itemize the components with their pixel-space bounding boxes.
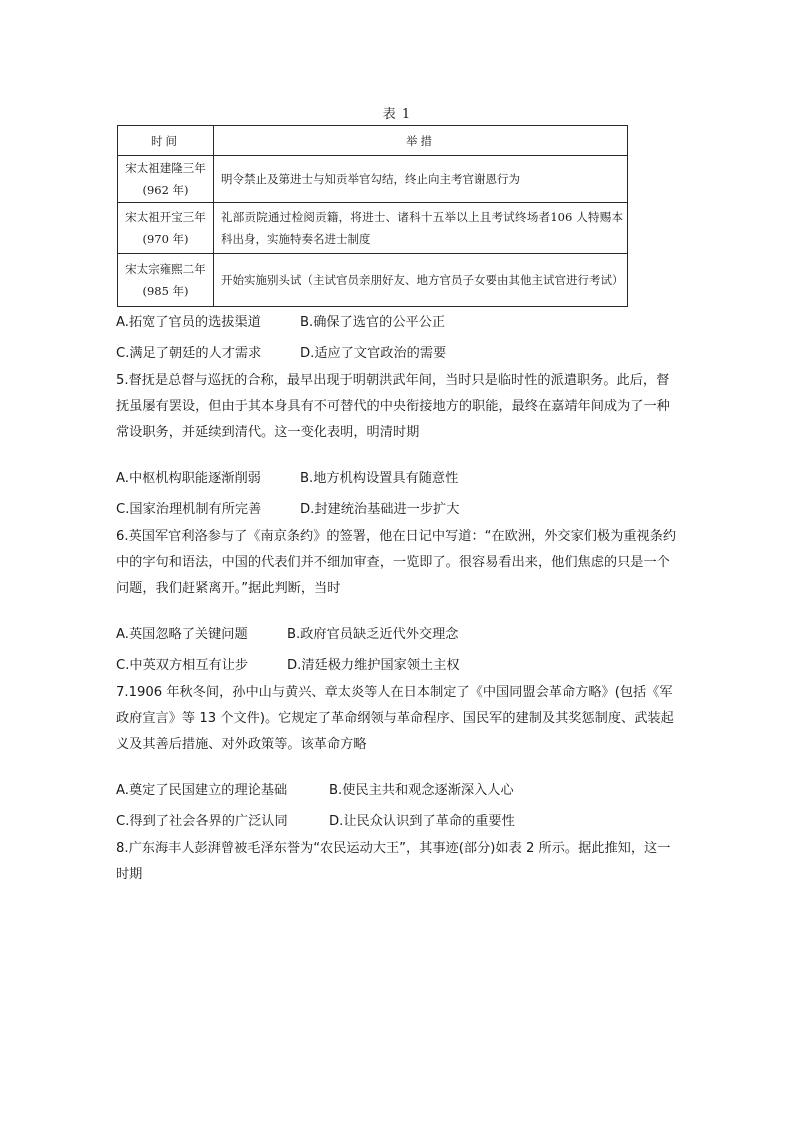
- measure-cell: 明令禁止及第进士与知贡举官勾结，终止向主考官谢恩行为: [214, 156, 628, 203]
- table-header-row: [118, 126, 628, 156]
- q4-option-c: C.满足了朝廷的人才需求: [116, 346, 262, 361]
- measure-cell: 开始实施别头试（主试官员亲朋好友、地方官员子女要由其他主试官进行考试）: [214, 254, 628, 307]
- time-year: (962 年): [142, 183, 189, 197]
- q7-stem: 7.1906 年秋冬间，孙中山与黄兴、章太炎等人在日本制定了《中国同盟会革命方略》(包括《军政府宣言》等 13 个文件)。它规定了革命纲领与革命程序、国民军的建制及其奖惩制度、武装起义及其善后措施、对外政策等。该革命方略: [116, 685, 674, 752]
- header-measure: 举措: [214, 126, 628, 156]
- q4-option-a: A.拓宽了官员的选拔渠道: [116, 315, 261, 330]
- time-cell: [118, 203, 214, 254]
- q6-option-b: B.政府官员缺乏近代外交理念: [287, 627, 459, 642]
- q5-option-d: D.封建统治基础进一步扩大: [300, 502, 460, 517]
- q5-stem: 5.督抚是总督与巡抚的合称，最早出现于明朝洪武年间，当时只是临时性的派遣职务。此后，督抚虽屡有罢设，但由于其本身具有不可替代的中央衔接地方的职能，最终在嘉靖年间成为了一种常设职务，并延续到清代。这一变化表明，明清时期: [116, 373, 670, 440]
- q6-option-d: D.清廷极力维护国家领土主权: [287, 658, 460, 673]
- q5-option-b: B.地方机构设置具有随意性: [300, 471, 459, 486]
- q6-stem: 6.英国军官利洛参与了《南京条约》的签署，他在日记中写道：“在欧洲，外交家们极为重视条约中的字句和语法，中国的代表们并不细加审查，一览即了。很容易看出来，他们焦虑的只是一个问题，我们赶紧离开。”据此判断，当时: [116, 529, 677, 596]
- q7-option-b: B.使民主共和观念逐渐深入人心: [329, 783, 514, 798]
- q7-option-c: C.得到了社会各界的广泛认同: [116, 814, 288, 829]
- time-year: (970 年): [142, 232, 189, 246]
- q7-option-d: D.让民众认识到了革命的重要性: [329, 814, 515, 829]
- measure-cell: 礼部贡院通过检阅贡籍，将进士、诸科十五举以上且考试终场者106 人特赐本科出身，实施特奏名进士制度: [214, 203, 628, 254]
- q5-option-c: C.国家治理机制有所完善: [116, 502, 262, 517]
- q6-option-a: A.英国忽略了关键问题: [116, 627, 248, 642]
- time-year: (985 年): [142, 284, 189, 298]
- time-reign: 宋太祖开宝三年: [125, 210, 206, 224]
- q4-option-b: B.确保了选官的公平公正: [300, 315, 446, 330]
- q4-option-d: D.适应了文官政治的需要: [300, 346, 447, 361]
- q6-option-c: C.中英双方相互有让步: [116, 658, 249, 673]
- table-row: [118, 254, 628, 307]
- measures-table: [117, 125, 628, 307]
- table-row: [118, 156, 628, 203]
- table-caption: 表 1: [382, 107, 412, 122]
- table-row: [118, 203, 628, 254]
- header-time: 时间: [118, 126, 214, 156]
- q8-stem: 8.广东海丰人彭湃曾被毛泽东誉为“农民运动大王”，其事迹(部分)如表 2 所示。据此推知，这一时期: [116, 841, 671, 882]
- q5-option-a: A.中枢机构职能逐渐削弱: [116, 471, 261, 486]
- time-cell: [118, 156, 214, 203]
- time-reign: 宋太祖建隆三年: [125, 161, 206, 175]
- time-reign: 宋太宗雍熙二年: [125, 262, 206, 276]
- time-cell: [118, 254, 214, 307]
- q7-option-a: A.奠定了民国建立的理论基础: [116, 783, 288, 798]
